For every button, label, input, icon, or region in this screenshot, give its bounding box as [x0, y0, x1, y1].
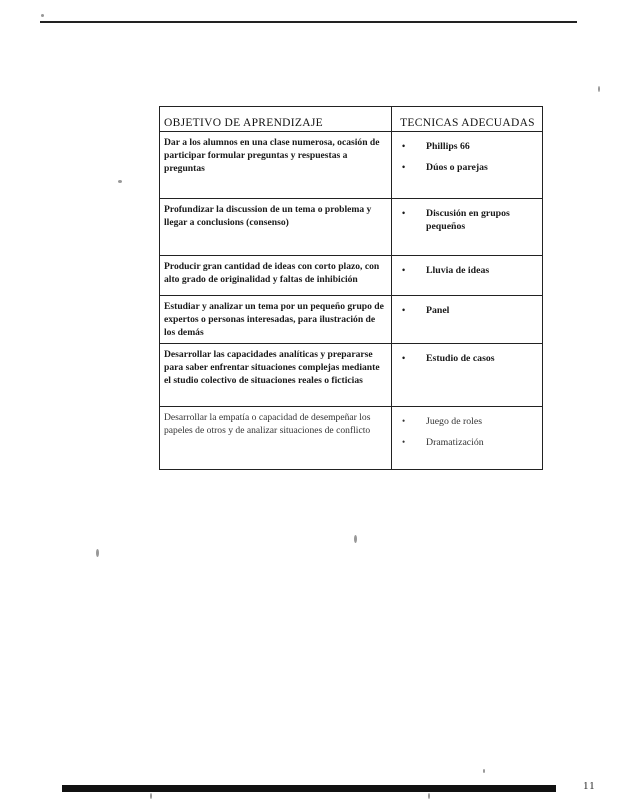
- table-row: [160, 132, 543, 199]
- technique-item: [402, 304, 538, 317]
- scan-speck: [118, 180, 122, 183]
- technique-item: [402, 352, 538, 365]
- technique-label: Lluvia de ideas: [426, 265, 490, 276]
- technique-label: Dúos o parejas: [426, 162, 488, 173]
- objective-cell: Dar a los alumnos en una clase numerosa, ocasión de participar formular preguntas y respuestas a preguntas: [160, 132, 392, 199]
- technique-item: [402, 207, 538, 233]
- technique-item: [402, 140, 538, 153]
- technique-label: Panel: [426, 305, 450, 316]
- objective-cell: Desarrollar las capacidades analíticas y prepararse para saber enfrentar situaciones complejas mediante el studio colectivo de situaciones reales o ficticias: [160, 344, 392, 407]
- scan-speck: [354, 535, 357, 543]
- bullet-icon: •: [402, 353, 406, 363]
- learning-techniques-table: [159, 106, 543, 470]
- techniques-cell: [392, 199, 543, 256]
- techniques-cell: [392, 132, 543, 199]
- learning-techniques-table-container: [159, 106, 542, 470]
- table-row: [160, 407, 543, 470]
- header-techniques: TECNICAS ADECUADAS: [392, 107, 543, 132]
- table-row: [160, 344, 543, 407]
- table-row: [160, 199, 543, 256]
- scan-speck: [483, 769, 485, 773]
- bullet-icon: •: [402, 437, 406, 447]
- bullet-icon: •: [402, 265, 406, 275]
- techniques-cell: [392, 256, 543, 296]
- bullet-icon: •: [402, 162, 406, 172]
- bullet-icon: •: [402, 305, 406, 315]
- scan-speck: [428, 793, 430, 799]
- scan-speck: [41, 14, 44, 17]
- scan-speck: [150, 793, 152, 799]
- technique-label: Estudio de casos: [426, 353, 495, 364]
- technique-item: [402, 264, 538, 277]
- scan-speck: [96, 549, 99, 557]
- header-objective: OBJETIVO DE APRENDIZAJE: [160, 107, 392, 132]
- top-rule: [40, 21, 577, 23]
- table-header-row: [160, 107, 543, 132]
- techniques-cell: [392, 296, 543, 344]
- technique-label: Dramatización: [426, 437, 484, 448]
- objective-cell: Profundizar la discussion de un tema o problema y llegar a conclusions (consenso): [160, 199, 392, 256]
- scan-speck: [598, 86, 600, 92]
- techniques-cell: [392, 344, 543, 407]
- objective-cell: Estudiar y analizar un tema por un pequeño grupo de expertos o personas interesadas, para ilustración de los demás: [160, 296, 392, 344]
- objective-cell: Desarrollar la empatía o capacidad de desempeñar los papeles de otros y de analizar situaciones de conflicto: [160, 407, 392, 470]
- bullet-icon: •: [402, 141, 406, 151]
- table-row: [160, 296, 543, 344]
- objective-cell: Producir gran cantidad de ideas con corto plazo, con alto grado de originalidad y faltas de inhibición: [160, 256, 392, 296]
- page-number: 11: [583, 780, 596, 792]
- technique-item: [402, 161, 538, 174]
- technique-item: [402, 415, 538, 428]
- technique-label: Phillips 66: [426, 141, 470, 152]
- technique-item: [402, 436, 538, 449]
- techniques-cell: [392, 407, 543, 470]
- bullet-icon: •: [402, 208, 406, 218]
- bullet-icon: •: [402, 416, 406, 426]
- bottom-rule: [62, 785, 556, 792]
- table-row: [160, 256, 543, 296]
- technique-label: Discusión en grupos pequeños: [426, 208, 510, 232]
- technique-label: Juego de roles: [426, 416, 483, 427]
